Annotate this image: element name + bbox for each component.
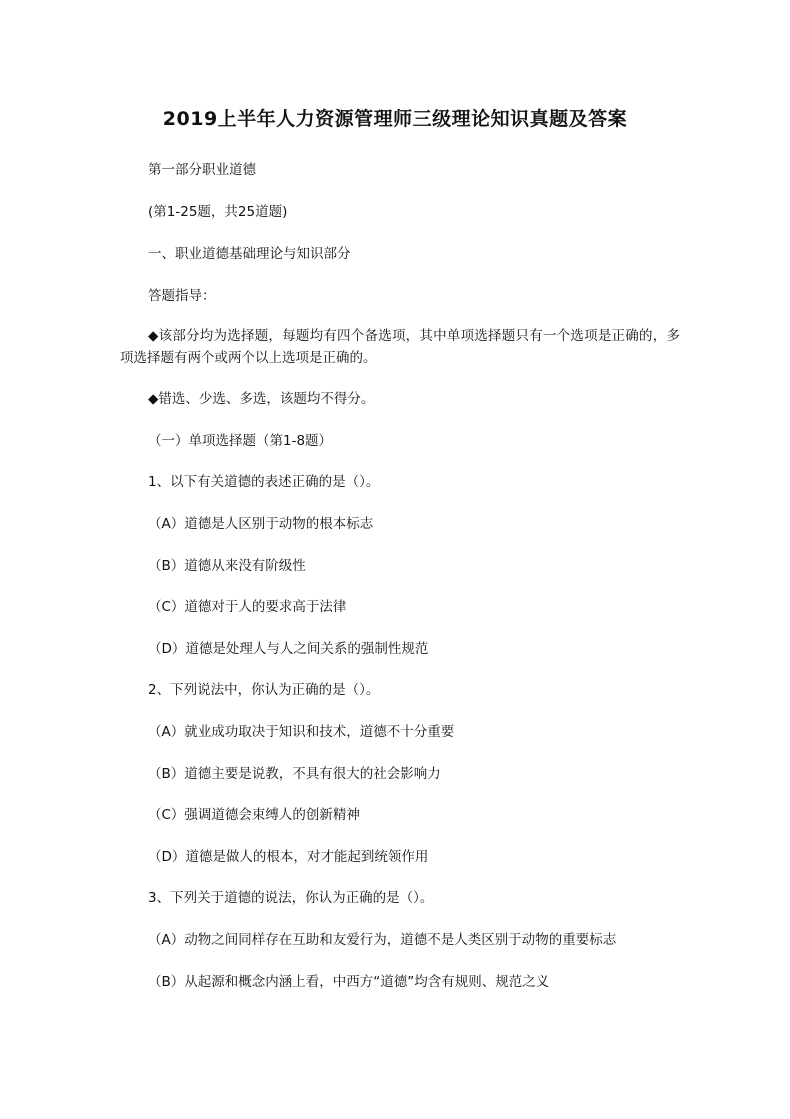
question-option: （A）动物之间同样存在互助和友爱行为，道德不是人类区别于动物的重要标志 bbox=[148, 932, 617, 948]
question-stem: 3、下列关于道德的说法，你认为正确的是（）。 bbox=[148, 890, 434, 906]
question-option: （A）就业成功取决于知识和技术，道德不十分重要 bbox=[148, 724, 455, 740]
document-title: 2019上半年人力资源管理师三级理论知识真题及答案 bbox=[162, 108, 628, 130]
section-heading: 一、职业道德基础理论与知识部分 bbox=[148, 246, 351, 262]
question-option: （D）道德是做人的根本，对才能起到统领作用 bbox=[148, 849, 429, 865]
question-option: （C）道德对于人的要求高于法律 bbox=[148, 599, 347, 615]
question-stem: 1、以下有关道德的表述正确的是（）。 bbox=[148, 474, 380, 490]
part-heading: 第一部分职业道德 bbox=[148, 162, 256, 178]
question-option: （A）道德是人区别于动物的根本标志 bbox=[148, 516, 374, 532]
question-option: （B）道德从来没有阶级性 bbox=[148, 558, 306, 574]
guide-paragraph-1: ◆该部分均为选择题，每题均有四个备选项，其中单项选择题只有一个选项是正确的，多项选择题有两个或两个以上选项是正确的。 bbox=[120, 328, 680, 366]
question-option: （C）强调道德会束缚人的创新精神 bbox=[148, 807, 360, 823]
subsection-heading: （一）单项选择题（第1-8题） bbox=[148, 433, 333, 449]
question-stem: 2、下列说法中，你认为正确的是（）。 bbox=[148, 682, 380, 698]
question-option: （B）道德主要是说教，不具有很大的社会影响力 bbox=[148, 766, 441, 782]
guide-label: 答题指导： bbox=[148, 288, 216, 304]
question-option: （D）道德是处理人与人之间关系的强制性规范 bbox=[148, 641, 429, 657]
question-range: (第1-25题，共25道题) bbox=[148, 204, 288, 220]
question-option: （B）从起源和概念内涵上看，中西方“道德”均含有规则、规范之义 bbox=[148, 974, 550, 990]
guide-paragraph-2: ◆错选、少选、多选，该题均不得分。 bbox=[148, 391, 375, 407]
